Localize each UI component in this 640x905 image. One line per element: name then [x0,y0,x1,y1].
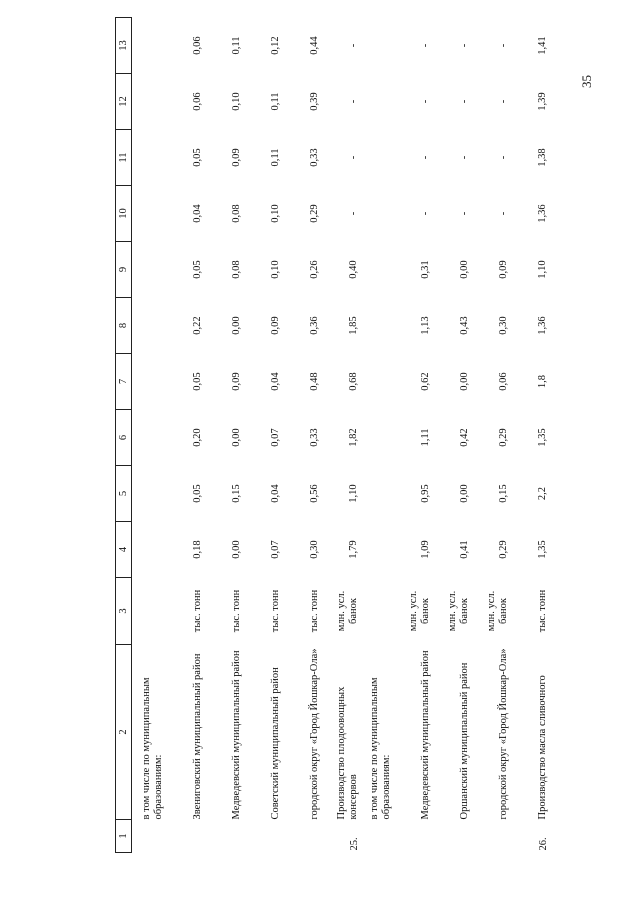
unit-cell: тыс. тонн [192,589,203,633]
table-row [282,18,321,853]
page-number: 35 [579,75,594,88]
row-number [165,820,204,853]
row-label: Звениговский муниципальный район [192,653,203,820]
unit-cell: млн. усл. банок [447,590,470,632]
value-cell: - [498,99,509,104]
value-cell: 0,09 [231,372,242,391]
row-number [204,820,243,853]
col-header: 7 [116,354,132,410]
value-cell: - [459,155,470,160]
value-cell: 0,15 [231,484,242,503]
value-cell: 0,11 [270,92,281,111]
value-cell: - [459,43,470,48]
col-header: 12 [116,74,132,130]
value-cell: - [348,43,359,48]
value-cell: 0,00 [231,540,242,559]
value-cell: 0,10 [231,92,242,111]
value-cell: 1,35 [537,428,548,447]
value-cell: 1,79 [348,540,359,559]
col-header: 5 [116,466,132,522]
value-cell: 0,06 [192,36,203,55]
row-label: Оршанский муниципальный район [459,662,470,820]
value-cell: 0,04 [270,484,281,503]
value-cell: 1,39 [537,92,548,111]
col-header: 4 [116,522,132,578]
col-header: 10 [116,186,132,242]
value-cell: 0,11 [270,148,281,167]
col-header: 3 [116,578,132,645]
table-row [432,18,471,853]
row-label: городской округ «Город Йошкар-Ола» [309,648,320,820]
value-cell: 2,2 [537,486,548,501]
value-cell: 0,36 [309,316,320,335]
value-cell: 0,62 [420,372,431,391]
value-cell: 0,00 [231,428,242,447]
value-cell: - [348,99,359,104]
col-header: 9 [116,242,132,298]
value-cell: 1,09 [420,540,431,559]
value-cell: 1,85 [348,316,359,335]
value-cell: 0,05 [192,484,203,503]
value-cell: 1,41 [537,36,548,55]
value-cell: - [459,99,470,104]
value-cell: 0,05 [192,372,203,391]
value-cell: 0,09 [231,148,242,167]
value-cell: 0,18 [192,540,203,559]
row-number [282,820,321,853]
value-cell: 0,56 [309,484,320,503]
value-cell: 1,36 [537,204,548,223]
value-cell: 0,43 [459,316,470,335]
unit-cell: млн. усл. банок [336,590,359,632]
table-row [204,18,243,853]
value-cell: 0,00 [459,260,470,279]
row-number [243,820,282,853]
col-header: 1 [116,820,132,853]
row-number [360,820,393,853]
col-header: 2 [116,645,132,820]
value-cell: - [420,43,431,48]
value-cell: 0,00 [459,484,470,503]
value-cell: 0,30 [309,540,320,559]
row-number [132,820,166,853]
value-cell: 1,13 [420,316,431,335]
unit-cell: тыс. тонн [309,589,320,633]
value-cell: 0,29 [498,540,509,559]
row-label: в том числе по муниципальным образованиям: [141,677,164,820]
value-cell: 0,29 [309,204,320,223]
value-cell: 0,10 [270,260,281,279]
section-heading-row [132,18,166,853]
table-row [510,18,549,853]
value-cell: - [348,211,359,216]
row-label: Медведевский муниципальный район [420,650,431,820]
row-label: Медведевский муниципальный район [231,650,242,820]
row-number: 26. [538,837,549,851]
empty-cell [132,18,166,645]
table-row [243,18,282,853]
value-cell: 0,08 [231,260,242,279]
value-cell: 0,12 [270,36,281,55]
value-cell: 0,08 [231,204,242,223]
unit-cell: тыс. тонн [270,589,281,633]
table-body [132,18,550,853]
empty-cell [360,18,393,645]
value-cell: 0,40 [348,260,359,279]
col-header: 11 [116,130,132,186]
value-cell: 0,04 [192,204,203,223]
row-number [471,820,510,853]
value-cell: 0,05 [192,148,203,167]
value-cell: 0,00 [459,372,470,391]
value-cell: 0,31 [420,260,431,279]
value-cell: 0,20 [192,428,203,447]
value-cell: - [498,43,509,48]
value-cell: 1,35 [537,540,548,559]
value-cell: 0,44 [309,36,320,55]
col-header: 8 [116,298,132,354]
row-label: Производство масла сливочного [537,675,548,820]
value-cell: 0,04 [270,372,281,391]
table-row [165,18,204,853]
value-cell: 0,41 [459,540,470,559]
value-cell: 0,06 [192,92,203,111]
value-cell: 0,33 [309,428,320,447]
value-cell: 0,07 [270,428,281,447]
value-cell: - [348,155,359,160]
value-cell: 1,10 [537,260,548,279]
value-cell: 1,36 [537,316,548,335]
value-cell: - [420,211,431,216]
value-cell: 0,05 [192,260,203,279]
value-cell: 0,42 [459,428,470,447]
value-cell: 0,95 [420,484,431,503]
col-header: 6 [116,410,132,466]
value-cell: 0,06 [498,372,509,391]
table-row [321,18,360,853]
header-row [116,18,132,853]
value-cell: 0,39 [309,92,320,111]
value-cell: 0,15 [498,484,509,503]
col-header: 13 [116,18,132,74]
value-cell: 0,48 [309,372,320,391]
value-cell: 0,09 [498,260,509,279]
value-cell: 0,10 [270,204,281,223]
table-row [393,18,432,853]
value-cell: 0,22 [192,316,203,335]
value-cell: 0,11 [231,36,242,55]
value-cell: 0,30 [498,316,509,335]
value-cell: 1,38 [537,148,548,167]
unit-cell: тыс. тонн [537,589,548,633]
row-number: 25. [349,837,360,851]
value-cell: 0,07 [270,540,281,559]
unit-cell: тыс. тонн [231,589,242,633]
value-cell: 0,26 [309,260,320,279]
value-cell: 1,11 [420,428,431,447]
row-label: Производство плодоовощных консервов [336,686,359,820]
value-cell: 1,82 [348,428,359,447]
row-label: городской округ «Город Йошкар-Ола» [498,648,509,820]
value-cell: 0,68 [348,372,359,391]
value-cell: - [498,211,509,216]
value-cell: - [459,211,470,216]
section-heading-row [360,18,393,853]
value-cell: 0,29 [498,428,509,447]
rotated-table-page [115,18,549,853]
value-cell: - [498,155,509,160]
row-number [393,820,432,853]
value-cell: - [420,155,431,160]
row-label: Советский муниципальный район [270,667,281,820]
value-cell: 0,09 [270,316,281,335]
row-number [432,820,471,853]
value-cell: 0,00 [231,316,242,335]
value-cell: 0,33 [309,148,320,167]
unit-cell: млн. усл. банок [408,590,431,632]
table-row [471,18,510,853]
row-label: в том числе по муниципальным образованиям: [369,677,392,820]
unit-cell: млн. усл. банок [486,590,509,632]
data-table [115,17,549,853]
value-cell: - [420,99,431,104]
value-cell: 1,8 [537,374,548,389]
value-cell: 1,10 [348,484,359,503]
